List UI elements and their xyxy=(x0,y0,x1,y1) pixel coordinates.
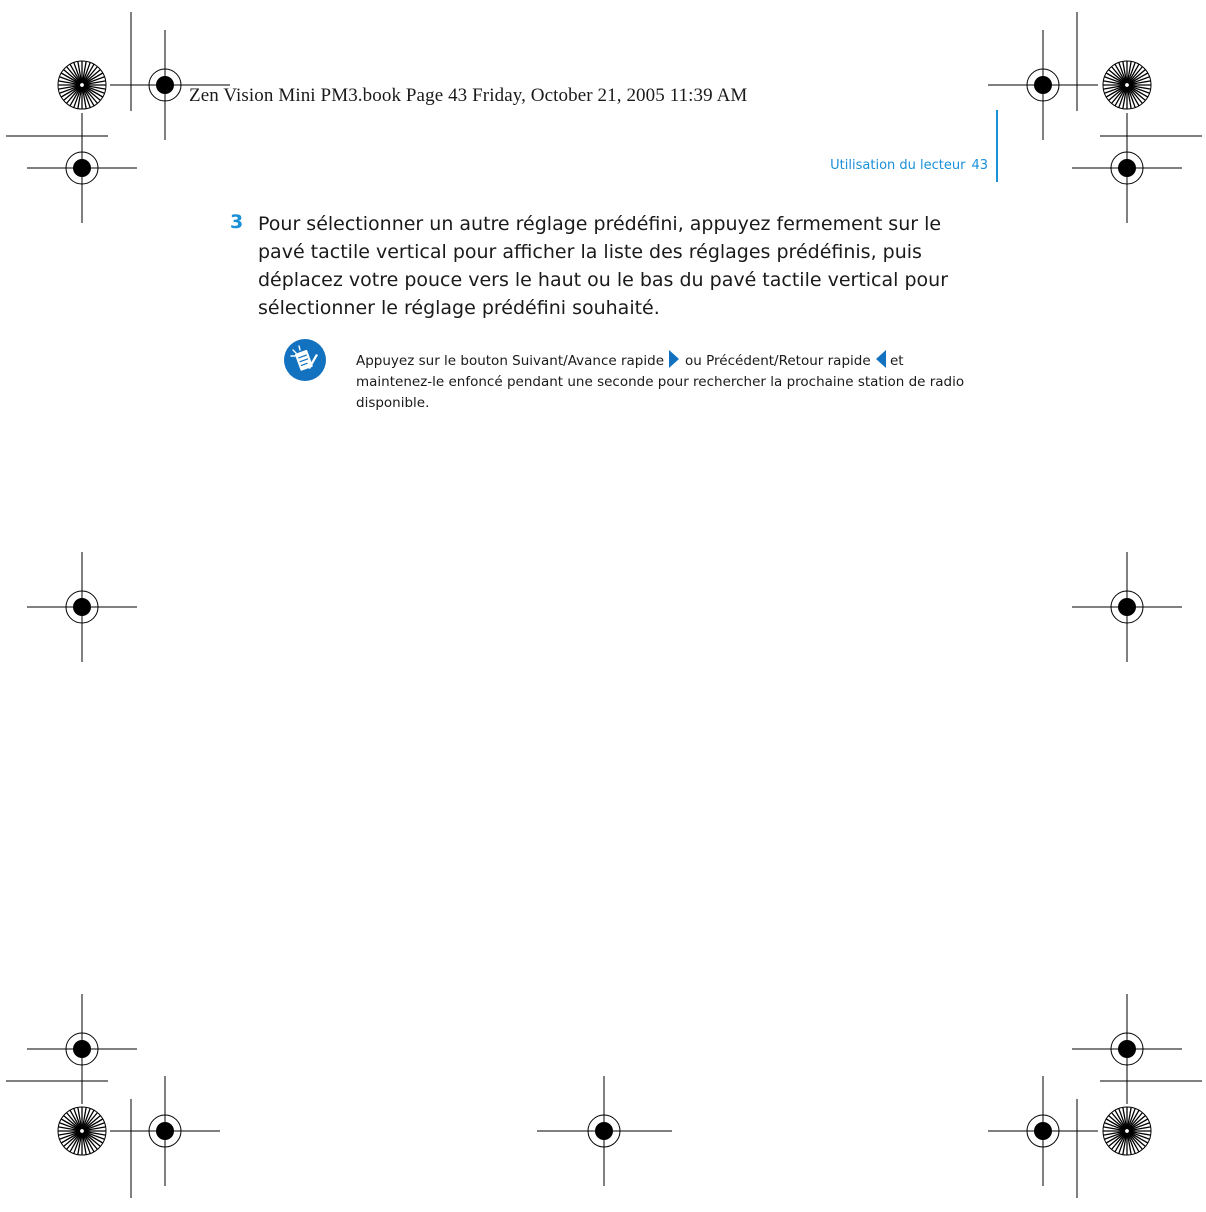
registration-mark xyxy=(1072,994,1182,1104)
running-head xyxy=(830,158,988,173)
note-part-1: Appuyez sur le bouton Suivant/Avance rapide xyxy=(356,353,665,369)
note-part-3: et maintenez-le enfoncé pendant une seconde pour rechercher la prochaine station de radio disponible. xyxy=(356,353,965,411)
running-head-title: Utilisation du lecteur xyxy=(830,158,966,173)
trim-lines xyxy=(6,12,1202,1198)
registration-mark xyxy=(27,994,137,1104)
page-number: 43 xyxy=(971,158,988,173)
registration-mark xyxy=(988,1076,1098,1186)
previous-rewind-icon xyxy=(876,350,886,368)
star-target-tl xyxy=(58,61,106,109)
registration-mark xyxy=(1072,113,1182,223)
next-fast-forward-icon xyxy=(669,350,679,368)
registration-mark xyxy=(1072,552,1182,662)
note-text xyxy=(356,350,981,414)
registration-mark xyxy=(988,30,1098,140)
star-target-bl xyxy=(58,1107,106,1155)
star-target-br xyxy=(1103,1107,1151,1155)
registration-mark xyxy=(110,1076,220,1186)
registration-mark xyxy=(27,552,137,662)
note-part-2: ou Précédent/Retour rapide xyxy=(685,353,871,369)
print-slug: Zen Vision Mini PM3.book Page 43 Friday, October 21, 2005 11:39 AM xyxy=(189,85,748,106)
note-pen-icon xyxy=(283,338,327,382)
step-text: Pour sélectionner un autre réglage prédéfini, appuyez fermement sur le pavé tactile vertical pour afficher la liste des réglages prédéfinis, puis déplacez votre pouce vers le haut ou le bas du pavé tactile vertical pour sélectionner le réglage prédéfini souhaité. xyxy=(258,213,949,319)
star-target-tr xyxy=(1103,61,1151,109)
step-item xyxy=(230,210,990,322)
running-head-rule xyxy=(996,110,998,182)
step-number: 3 xyxy=(230,211,244,233)
registration-mark xyxy=(27,113,137,223)
